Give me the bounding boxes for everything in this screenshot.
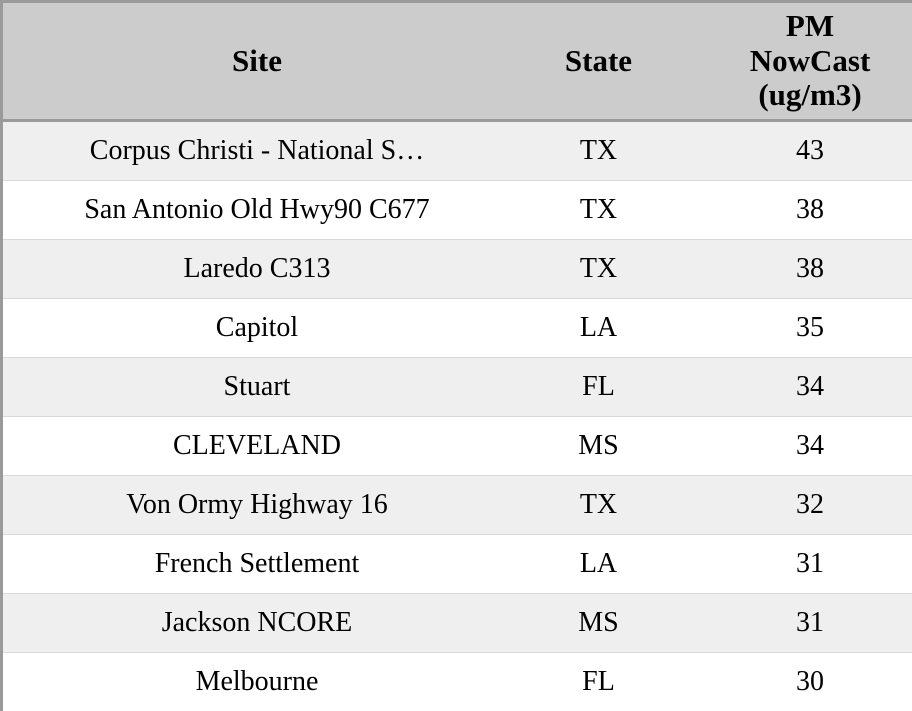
cell-value: 32 — [686, 476, 912, 535]
table-row[interactable] — [3, 358, 912, 417]
column-header-pm-nowcast-line-3: (ug/m3) — [758, 77, 862, 113]
cell-site: Stuart — [3, 358, 511, 417]
column-header-site[interactable]: Site — [3, 3, 511, 121]
cell-site: Von Ormy Highway 16 — [3, 476, 511, 535]
table-row[interactable] — [3, 535, 912, 594]
cell-state: TX — [511, 476, 686, 535]
table-row[interactable] — [3, 476, 912, 535]
table-row[interactable] — [3, 417, 912, 476]
column-header-pm-nowcast-line-2: NowCast — [749, 42, 871, 78]
cell-site: Laredo C313 — [3, 240, 511, 299]
cell-site: Corpus Christi - National S… — [3, 121, 511, 181]
cell-site: Capitol — [3, 299, 511, 358]
cell-state: FL — [511, 653, 686, 711]
cell-state: MS — [511, 594, 686, 653]
column-header-pm-nowcast-line-1: PM — [785, 8, 835, 43]
table-row[interactable] — [3, 653, 912, 711]
cell-value: 31 — [686, 594, 912, 653]
table-row[interactable] — [3, 594, 912, 653]
cell-site: San Antonio Old Hwy90 C677 — [3, 181, 511, 240]
cell-value: 38 — [686, 240, 912, 299]
cell-state: MS — [511, 417, 686, 476]
cell-state: TX — [511, 240, 686, 299]
table-body — [3, 121, 912, 711]
air-quality-table — [3, 3, 912, 711]
column-header-pm-nowcast[interactable] — [686, 3, 912, 121]
cell-state: LA — [511, 299, 686, 358]
cell-value: 43 — [686, 121, 912, 181]
cell-site: French Settlement — [3, 535, 511, 594]
table-row[interactable] — [3, 181, 912, 240]
cell-value: 30 — [686, 653, 912, 711]
cell-value: 34 — [686, 417, 912, 476]
table-header — [3, 3, 912, 121]
table-row[interactable] — [3, 240, 912, 299]
cell-site: Melbourne — [3, 653, 511, 711]
cell-value: 34 — [686, 358, 912, 417]
table-row[interactable] — [3, 299, 912, 358]
cell-site: CLEVELAND — [3, 417, 511, 476]
cell-value: 31 — [686, 535, 912, 594]
column-header-state[interactable]: State — [511, 3, 686, 121]
cell-site: Jackson NCORE — [3, 594, 511, 653]
cell-state: FL — [511, 358, 686, 417]
table-row[interactable] — [3, 121, 912, 181]
cell-value: 35 — [686, 299, 912, 358]
table-header-row — [3, 3, 912, 121]
cell-value: 38 — [686, 181, 912, 240]
cell-state: TX — [511, 121, 686, 181]
cell-state: TX — [511, 181, 686, 240]
cell-state: LA — [511, 535, 686, 594]
